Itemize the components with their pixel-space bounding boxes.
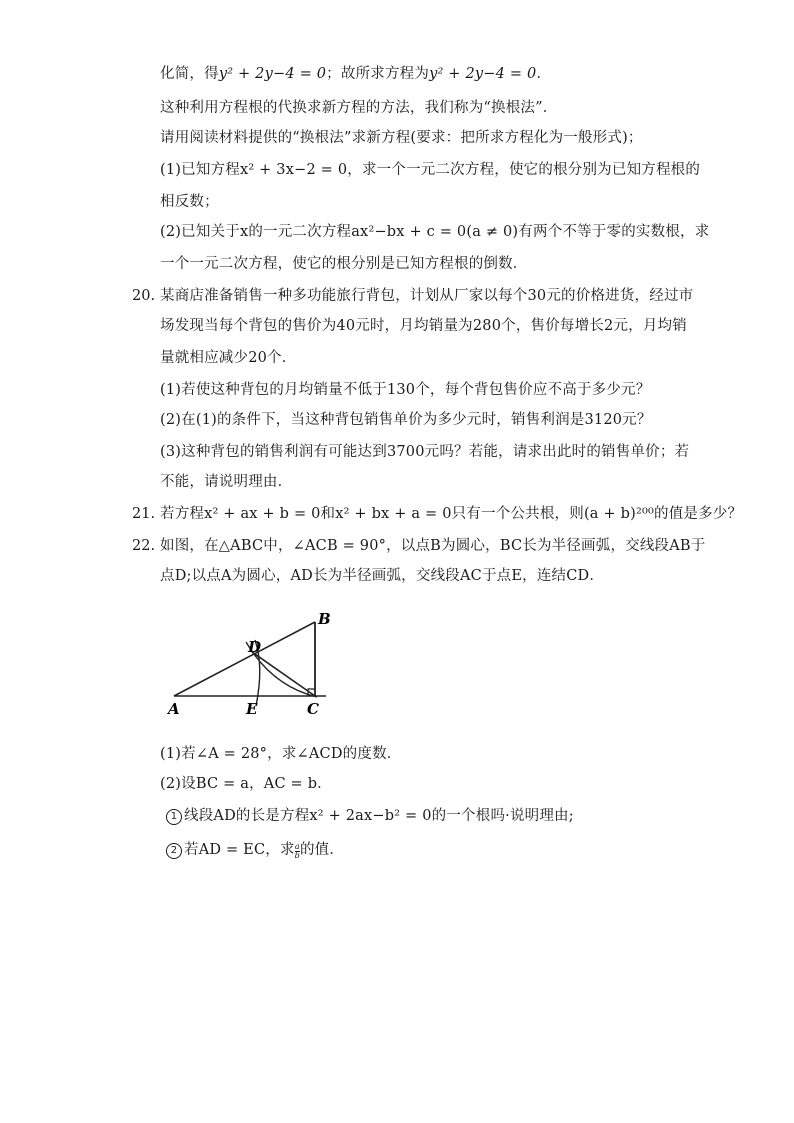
q19-line-2: 这种利用方程根的代换求新方程的方法，我们称为“换根法”． [160, 100, 558, 116]
q19-equation-1: y² + 2y−4 = 0 [218, 66, 327, 82]
q19-line-1: 化简，得y² + 2y−4 = 0；故所求方程为y² + 2y−4 = 0． [160, 66, 552, 82]
label-C: C [307, 700, 319, 718]
q21-text: 若方程x² + ax + b = 0和x² + bx + a = 0只有一个公共根，则(a + b)²⁰⁰的值是多少？ [160, 506, 743, 522]
q20-part-1: (1)若使这种背包的月均销量不低于130个，每个背包售价应不高于多少元？ [160, 382, 651, 398]
circled-number-2: 2 [166, 843, 182, 859]
segment-AB [174, 622, 315, 696]
q22-number: 22. [132, 538, 156, 554]
label-A: A [168, 700, 180, 718]
q22-sub-1: 1 线段AD的长是方程x² + 2ax−b² = 0的一个根吗·说明理由; [166, 806, 574, 826]
q22-line-1: 如图，在△ABC中，∠ACB = 90°，以点B为圆心，BC长为半径画弧，交线段AB于 [160, 538, 706, 554]
q21-number: 21. [132, 506, 156, 522]
label-E: E [246, 700, 258, 718]
segment-CD [252, 652, 315, 696]
q19-equation-2: y² + 2y−4 = 0 [429, 66, 537, 82]
q20-part-2: (2)在(1)的条件下，当这种背包销售单价为多少元时，销售利润是3120元？ [160, 412, 652, 428]
q22-line-2: 点D;以点A为圆心，AD长为半径画弧，交线段AC于点E，连结CD． [160, 568, 605, 584]
q20-part-3: (3)这种背包的销售利润有可能达到3700元吗？若能，请求出此时的销售单价；若 [160, 444, 690, 460]
q19-part-2: (2)已知关于x的一元二次方程ax²−bx + c = 0(a ≠ 0)有两个不等于零的实数根，求 [160, 224, 710, 240]
q22-sub-2: 2 若AD = EC，求 $\frac{a}{b}$ 的值． [166, 840, 344, 860]
fraction-a-over-b: $\frac{a}{b}$ [294, 842, 300, 860]
q20-line-1: 某商店准备销售一种多功能旅行背包，计划从厂家以每个30元的价格进货，经过市 [160, 288, 694, 304]
circled-number-1: 1 [166, 809, 182, 825]
q19-part-2-cont: 一个一元二次方程，使它的根分别是已知方程根的倒数． [160, 256, 528, 272]
q20-line-3: 量就相应减少20个． [160, 350, 297, 366]
q20-number: 20. [132, 288, 156, 304]
q20-line-2: 场发现当每个背包的售价为40元时，月均销量为280个，售价每增长2元，月均销 [160, 318, 687, 334]
q19-part-1: (1)已知方程x² + 3x−2 = 0，求一个一元二次方程，使它的根分别为已知方程根的 [160, 162, 701, 178]
label-B: B [318, 610, 331, 628]
q22-part-2: (2)设BC = a，AC = b． [160, 776, 332, 792]
q20-part-3-cont: 不能，请说明理由． [160, 474, 293, 490]
label-D: D [248, 638, 262, 656]
q22-part-1: (1)若∠A = 28°，求∠ACD的度数． [160, 746, 402, 762]
q19-part-1-cont: 相反数； [160, 194, 219, 210]
q19-line-3: 请用阅读材料提供的“换根法”求新方程(要求：把所求方程化为一般形式)； [160, 130, 643, 146]
triangle-figure [160, 600, 360, 725]
